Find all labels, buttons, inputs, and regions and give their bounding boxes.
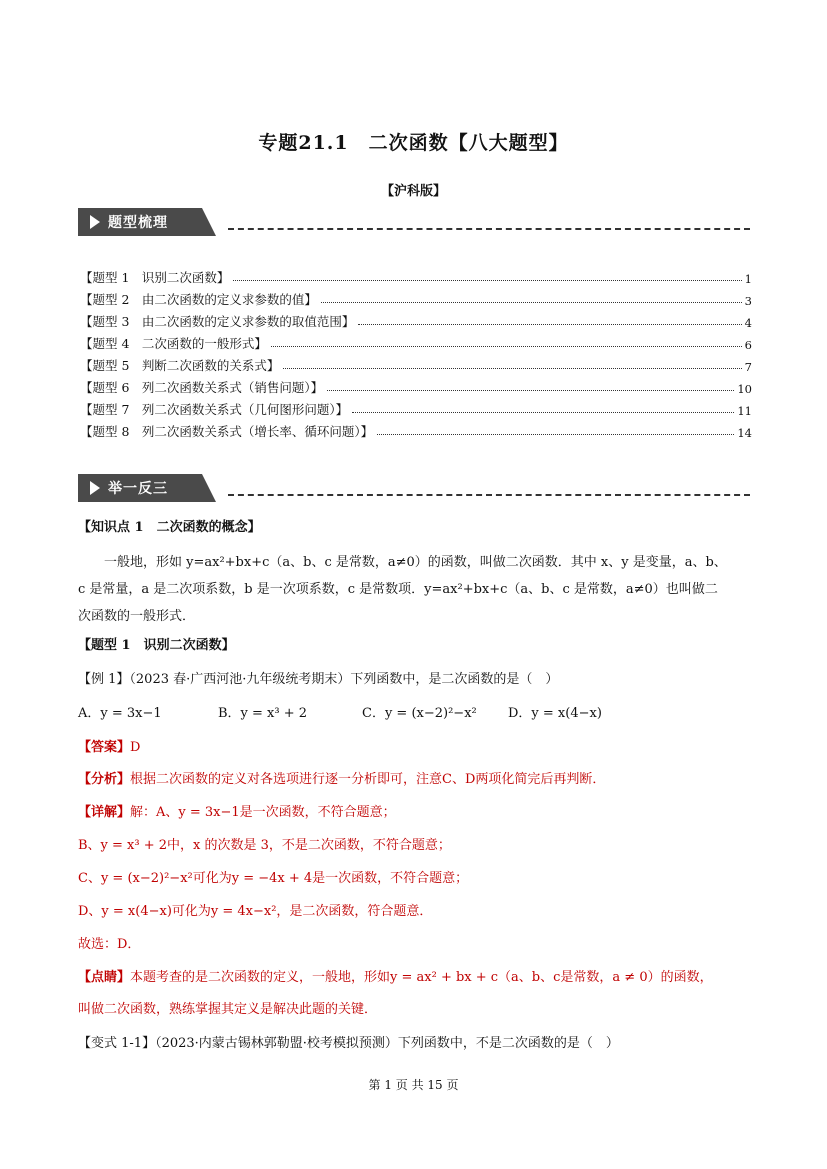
toc-leader [271,346,742,347]
toc-label[interactable]: 【题型 5 判断二次函数的关系式】 [80,358,280,373]
answer-line [78,736,758,755]
page-footer: 第 1 页 共 15 页 [368,1078,459,1092]
analysis-label: 【分析】 [78,772,131,787]
play-icon [90,481,100,495]
knowledge-text-line: 次函数的一般形式． [78,609,196,624]
comment-label: 【点睛】 [78,970,131,985]
toc-page: 11 [737,404,752,418]
toc-page: 1 [744,272,752,286]
option-d: D．y = x(4−x) [508,706,602,721]
analysis-line [78,768,758,787]
detail-label: 【详解】 [78,805,131,820]
analysis-text: 根据二次函数的定义对各选项进行逐一分析即可，注意C、D两项化简完后再判断． [130,772,606,787]
table-of-contents [80,264,752,440]
divider [228,228,750,230]
detail-line: C、y = (x−2)²−x²可化为y = −4x + 4是一次函数，不符合题意； [78,871,469,886]
toc-page: 7 [744,360,752,374]
comment-line: 叫做二次函数，熟练掌握其定义是解决此题的关键． [78,1002,378,1017]
toc-page: 14 [737,426,752,440]
answer-value: D [130,740,141,755]
toc-row[interactable] [80,308,752,330]
detail-line: B、y = x³ + 2中，x 的次数是 3，不是二次函数，不符合题意； [78,838,451,853]
toc-leader [352,412,734,413]
edition-label: 【沪科版】 [380,184,446,199]
detail-line [78,801,758,820]
toc-page: 6 [744,338,752,352]
toc-leader [233,280,741,281]
toc-leader [377,434,734,435]
knowledge-heading: 【知识点 1 二次函数的概念】 [78,520,261,535]
toc-row[interactable] [80,396,752,418]
choice-line: 故选：D． [78,937,141,952]
divider [228,494,750,496]
example-question: 【例 1】（2023 春·广西河池·九年级统考期末）下列函数中，是二次函数的是（ ） [78,672,559,687]
knowledge-text-line: c 是常量，a 是二次项系数，b 是一次项系数，c 是常数项．y=ax²+bx+c（a、b、c 是常数，a≠0）也叫做二 [78,582,718,597]
toc-page: 3 [744,294,752,308]
comment-line [78,966,758,985]
toc-page: 4 [744,316,752,330]
toc-row[interactable] [80,264,752,286]
toc-row[interactable] [80,352,752,374]
toc-row[interactable] [80,418,752,440]
toc-label[interactable]: 【题型 6 列二次函数关系式（销售问题）】 [80,380,324,395]
toc-row[interactable] [80,374,752,396]
option-c: C．y = (x−2)²−x² [362,706,477,721]
page-title: 专题21.1 二次函数【八大题型】 [258,132,569,154]
toc-page: 10 [737,382,752,396]
toc-leader [358,324,741,325]
toc-label[interactable]: 【题型 3 由二次函数的定义求参数的取值范围】 [80,314,355,329]
toc-leader [283,368,741,369]
toc-leader [327,390,734,391]
option-a: A．y = 3x−1 [78,706,162,721]
toc-label[interactable]: 【题型 4 二次函数的一般形式】 [80,336,267,351]
play-icon [90,215,100,229]
comment-text: 本题考查的是二次函数的定义，一般地，形如y = ax² + bx + c（a、b、c是常数，a ≠ 0）的函数， [130,970,713,985]
toc-label[interactable]: 【题型 7 列二次函数关系式（几何图形问题）】 [80,402,349,417]
toc-row[interactable] [80,286,752,308]
variant-question: 【变式 1-1】（2023·内蒙古锡林郭勒盟·校考模拟预测）下列函数中，不是二次函数的是（ ） [78,1036,619,1051]
section-title: 举一反三 [108,481,168,497]
knowledge-text-line: 一般地，形如 y=ax²+bx+c（a、b、c 是常数，a≠0）的函数，叫做二次函数．其中 x、y 是变量，a、b、 [104,555,727,570]
answer-label: 【答案】 [78,740,131,755]
section-title: 题型梳理 [108,215,168,231]
type-heading: 【题型 1 识别二次函数】 [78,638,235,653]
toc-label[interactable]: 【题型 1 识别二次函数】 [80,270,230,285]
toc-row[interactable] [80,330,752,352]
detail-text: 解：A、y = 3x−1是一次函数，不符合题意； [130,805,396,820]
detail-line: D、y = x(4−x)可化为y = 4x−x²，是二次函数，符合题意． [78,904,433,919]
option-b: B．y = x³ + 2 [218,706,308,721]
toc-label[interactable]: 【题型 2 由二次函数的定义求参数的值】 [80,292,317,307]
toc-leader [321,302,742,303]
toc-label[interactable]: 【题型 8 列二次函数关系式（增长率、循环问题）】 [80,424,374,439]
